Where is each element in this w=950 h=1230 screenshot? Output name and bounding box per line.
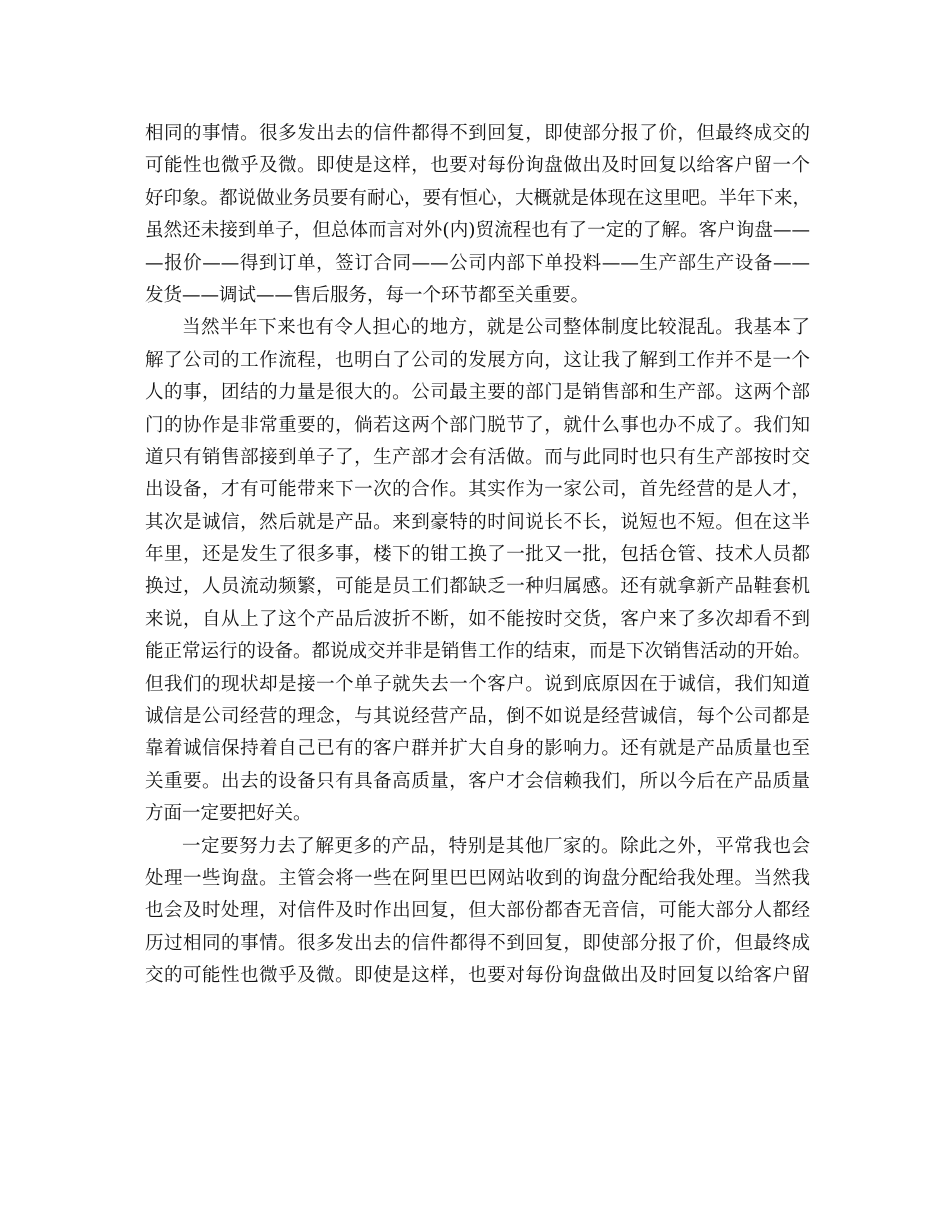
text-line: 关重要。出去的设备只有具备高质量，客户才会信赖我们，所以今后在产品质量 xyxy=(145,770,810,792)
text-line: 出设备，才有可能带来下一次的合作。其实作为一家公司，首先经营的是人才， xyxy=(145,479,810,501)
text-line: 靠着诚信保持着自己已有的客户群并扩大自身的影响力。还有就是产品质量也至 xyxy=(145,738,810,760)
text-line: 交的可能性也微乎及微。即使是这样，也要对每份询盘做出及时回复以给客户留 xyxy=(145,965,810,987)
text-line: 历过相同的事情。很多发出去的信件都得不到回复，即使部分报了价，但最终成 xyxy=(145,932,810,954)
text-line: 虽然还未接到单子，但总体而言对外(内)贸流程也有了一定的了解。客户询盘—— xyxy=(145,220,810,242)
text-line: 也会及时处理，对信件及时作出回复，但大部份都杳无音信，可能大部分人都经 xyxy=(145,900,810,922)
text-line: 人的事，团结的力量是很大的。公司最主要的部门是销售部和生产部。这两个部 xyxy=(145,382,810,404)
paragraph xyxy=(145,831,810,993)
text-line: 能正常运行的设备。都说成交并非是销售工作的结束，而是下次销售活动的开始。 xyxy=(145,641,812,663)
paragraph xyxy=(145,118,810,312)
text-line: 处理一些询盘。主管会将一些在阿里巴巴网站收到的询盘分配给我处理。当然我 xyxy=(145,867,810,889)
text-line: 解了公司的工作流程，也明白了公司的发展方向，这让我了解到工作并不是一个 xyxy=(145,349,810,371)
text-line: 其次是诚信，然后就是产品。来到豪特的时间说长不长，说短也不短。但在这半 xyxy=(145,511,810,533)
text-line: 门的协作是非常重要的，倘若这两个部门脱节了，就什么事也办不成了。我们知 xyxy=(145,414,810,436)
text-line: 换过，人员流动频繁，可能是员工们都缺乏一种归属感。还有就拿新产品鞋套机 xyxy=(145,576,810,598)
text-line: 来说，自从上了这个产品后波折不断，如不能按时交货，客户来了多次却看不到 xyxy=(145,608,810,630)
text-line: 相同的事情。很多发出去的信件都得不到回复，即使部分报了价，但最终成交的 xyxy=(145,123,810,144)
text-line: 但我们的现状却是接一个单子就失去一个客户。说到底原因在于诚信，我们知道 xyxy=(145,673,810,695)
text-line: 一定要努力去了解更多的产品，特别是其他厂家的。除此之外，平常我也会 xyxy=(182,835,810,857)
text-line: 年里，还是发生了很多事，楼下的钳工换了一批又一批，包括仓管、技术人员都 xyxy=(145,544,810,566)
text-line: 可能性也微乎及微。即使是这样，也要对每份询盘做出及时回复以给客户留一个 xyxy=(145,155,810,177)
text-line: 诚信是公司经营的理念，与其说经营产品，倒不如说是经营诚信，每个公司都是 xyxy=(145,706,810,728)
text-line: —报价——得到订单，签订合同——公司内部下单投料——生产部生产设备—— xyxy=(145,252,810,274)
document-body xyxy=(145,118,810,993)
text-line: 发货——调试——售后服务，每一个环节都至关重要。 xyxy=(145,284,590,306)
text-line: 当然半年下来也有令人担心的地方，就是公司整体制度比较混乱。我基本了 xyxy=(182,317,810,339)
text-line: 道只有销售部接到单子了，生产部才会有活做。而与此同时也只有生产部按时交 xyxy=(145,446,810,468)
text-line: 方面一定要把好关。 xyxy=(145,803,312,825)
text-line: 好印象。都说做业务员要有耐心，要有恒心，大概就是体现在这里吧。半年下来， xyxy=(145,187,812,209)
paragraph xyxy=(145,312,810,830)
